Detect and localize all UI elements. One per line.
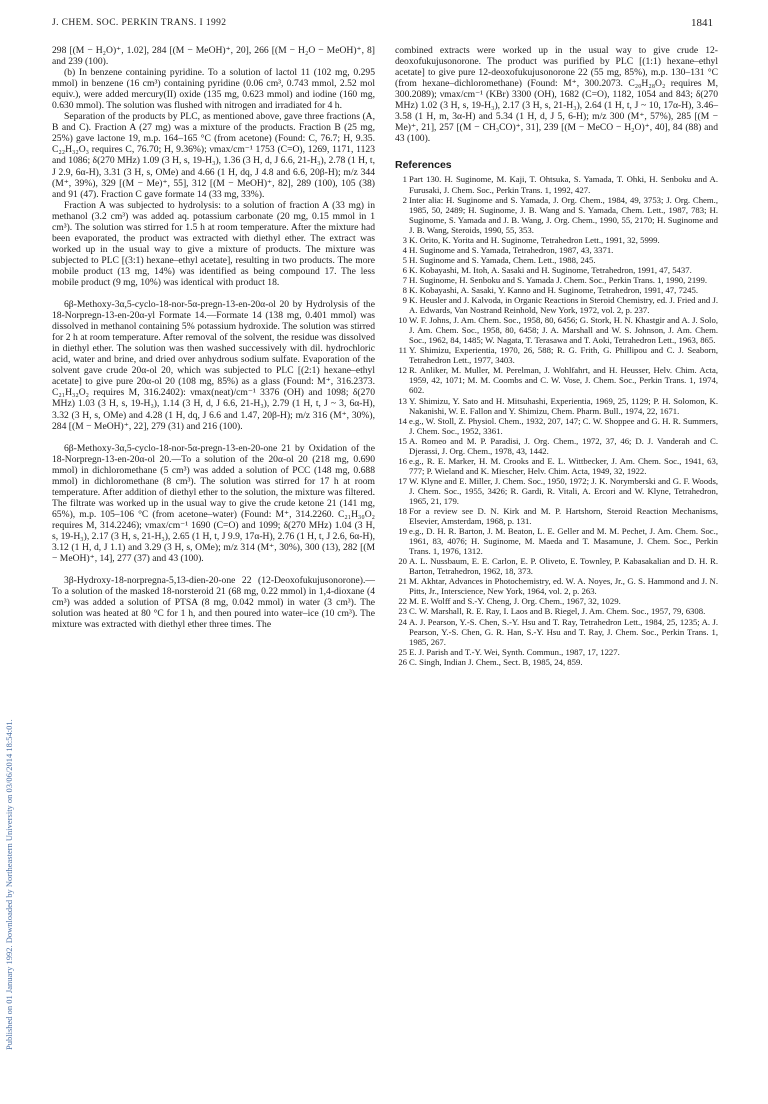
references-heading: References (395, 159, 452, 172)
reference-item (395, 295, 718, 315)
paragraph-separation: Separation of the products by PLC, as mentioned above, gave three fractions (A, B and C). Fraction A (27 mg) was a mixture of the products. Fraction B (25 mg, 25%) gave lactone 19, m.p. 164–165 °C (from acetone) (Found: C, 76.7; H, 9.35. C₂₂H₃₂O₃ requires C, 76.70; H, 9.36%); νmax/cm⁻¹ 1753 (C=O), 1269, 1171, 1123 and 1086; δ(270 MHz) 1.09 (3 H, s, 19-H₃), 1.36 (3 H, d, J 6.6, 21-H₃), 2.78 (1 H, t, J 2.9, 6α-H), 3.31 (3 H, s, OMe) and 4.66 (1 H, dq, J 4.8 and 6.6, 20β-H); m/z 344 (M⁺, 39%), 329 [(M − Me)⁺, 55], 312 [(M − MeOH)⁺, 82], 289 (100), 105 (38) and 91 (47). Fraction C gave formate 14 (33 mg, 33%). (52, 111, 375, 200)
reference-item (395, 526, 718, 556)
reference-text: e.g., R. E. Marker, H. M. Crooks and E. L. Wittbecker, J. Am. Chem. Soc., 1941, 63, 777; P. Wieland and K. Miescher, Helv. Chim. Acta, 1949, 32, 1922. (409, 455, 718, 476)
reference-text: A. Romeo and M. P. Paradisi, J. Org. Chem., 1972, 37, 46; D. J. Vanderah and C. Djerassi, J. Org. Chem., 1978, 43, 1442. (409, 435, 718, 456)
reference-number: 24 (398, 616, 407, 627)
reference-number: 22 (398, 596, 407, 607)
reference-text: W. F. Johns, J. Am. Chem. Soc., 1958, 80, 6456; G. Stork, H. N. Khastgir and A. J. Solo, J. Am. Chem. Soc., 1958, 80, 6458; J. A. Marshall and W. S. Johnson, J. Am. Chem. Soc., 1962, 84, 1485; W. Nagata, T. Terasawa and T. Aoki, Tetrahedron Lett., 1963, 865. (409, 315, 718, 346)
reference-number: 12 (398, 365, 407, 376)
reference-text: H. Suginome and S. Yamada, Tetrahedron, 1987, 43, 3371. (409, 244, 614, 255)
reference-number: 11 (398, 345, 407, 356)
reference-number: 18 (398, 506, 407, 517)
reference-number: 19 (398, 526, 407, 537)
paragraph-compound-20: 6β-Methoxy-3α,5-cyclo-18-nor-5α-pregn-13-en-20α-ol 20 by Hydrolysis of the 18-Norpregn-13-en-20α-yl Formate 14.—Formate 14 (138 mg, 0.401 mmol) was dissolved in methanol containing 5% potassium hydroxide. The solution was stirred for 2 h at room temperature. After removal of the solvent, the residue was dissolved in diethyl ether. The solution was then washed successively with dil. hydrochloric acid, water and brine, and dried over anhydrous sodium sulfate. Evaporation of the solvent gave crude 20α-ol 20, which was subjected to PLC [(2:1) hexane–ethyl acetate] to give pure 20α-ol 20 (108 mg, 85%) as a glass (Found: M⁺, 316.2373. C₂₁H₃₂O₂ requires M, 316.2402): νmax(neat)/cm⁻¹ 3376 (OH) and 1098; δ(270 MHz) 1.03 (3 H, s, 19-H₃), 1.14 (3 H, d, J 6.6, 21-H₃), 2.79 (1 H, t, J ~ 3, 6α-H), 3.32 (3 H, s, OMe) and 4.28 (1 H, dq, J 6.6 and 1.47, 20β-H); m/z 316 (M⁺, 30%), 284 [(M − MeOH)⁺, 22], 279 (31) and 216 (100). (52, 299, 375, 432)
reference-text: H. Suginome, H. Senboku and S. Yamada J. Chem. Soc., Perkin Trans. 1, 1990, 2199. (409, 274, 708, 285)
reference-number: 23 (398, 606, 407, 617)
reference-number: 14 (398, 415, 407, 426)
reference-number: 26 (398, 656, 407, 667)
reference-text: R. Anliker, M. Muller, M. Perelman, J. Wohlfahrt, and H. Heusser, Helv. Chim. Acta, 1959, 42, 1071; M. M. Coombs and C. W. Vose, J. Chem. Soc., Perkin Trans. 1, 1974, 602. (409, 365, 718, 396)
reference-number: 6 (402, 264, 407, 275)
download-watermark[interactable]: Published on 01 January 1992. Downloaded by Northeastern University on 03/06/2014 18:54:01. (4, 719, 14, 1050)
reference-number: 20 (398, 556, 407, 567)
reference-number: 13 (398, 395, 407, 406)
reference-item (395, 345, 718, 365)
paragraph-ms-fragment: 298 [(M − H₂O)⁺, 1.02], 284 [(M − MeOH)⁺, 20], 266 [(M − H₂O − MeOH)⁺, 8] and 239 (100). (52, 45, 375, 68)
reference-number: 10 (398, 315, 407, 326)
paragraph-compound-21: 6β-Methoxy-3α,5-cyclo-18-nor-5α-pregn-13-en-20-one 21 by Oxidation of the 18-Norpregn-13-en-20α-ol 20.—To a solution of the 20α-ol 20 (218 mg, 0.690 mmol) in dichloromethane (5 cm³) was added a solution of PCC (148 mg, 0.688 mmol) in dichloromethane (8 cm³). The solution was stirred for 17 h at room temperature. After addition of diethyl ether to the solution, the mixture was filtered. The filtrate was worked up in the usual way to give the crude ketone 21 (141 mg, 65%), m.p. 105–106 °C (from acetone–water) (Found: M⁺, 314.2260. C₂₁H₃₀O₂ requires M, 314.2246); νmax/cm⁻¹ 1690 (C=O) and 1099; δ(270 MHz) 1.04 (3 H, s, 19-H₃), 2.17 (3 H, s, 21-H₃), 2.65 (1 H, t, J 9.9, 17α-H), 2.76 (1 H, t, J 2.6, 6α-H), 3.12 (1 H, d, J 1.1) and 3.29 (3 H, s, OMe); m/z 314 (M⁺, 30%), 300 (13), 282 [(M − MeOH)⁺, 14], 277 (37) and 43 (100). (52, 442, 375, 565)
reference-item (395, 235, 718, 245)
reference-text: K. Kobayashi, A. Sasaki, Y. Kanno and H. Suginome, Tetrahedron, 1991, 47, 7245. (409, 284, 699, 295)
reference-item (395, 617, 718, 647)
reference-item (395, 195, 718, 235)
reference-number: 25 (398, 646, 407, 657)
reference-number: 1 (402, 174, 407, 185)
reference-number: 4 (402, 244, 407, 255)
reference-number: 3 (402, 234, 407, 245)
reference-number: 9 (402, 295, 407, 306)
reference-item (395, 245, 718, 255)
reference-text: Y. Shimizu, Y. Sato and H. Mitsuhashi, Experientia, 1969, 25, 1129; P. H. Solomon, K. Nakanishi, W. E. Fallon and Y. Shimizu, Chem. Pharm. Bull., 1974, 22, 1671. (409, 395, 718, 416)
reference-item (395, 436, 718, 456)
page-number: 1841 (691, 17, 713, 29)
reference-item (395, 647, 718, 657)
reference-number: 15 (398, 435, 407, 446)
reference-text: M. Akhtar, Advances in Photochemistry, ed. W. A. Noyes, Jr., G. S. Hammond and J. N. Pitts, Jr., Interscience, New York, 1964, vol. 2, p. 263. (409, 576, 718, 597)
reference-number: 21 (398, 576, 407, 587)
reference-item (395, 576, 718, 596)
reference-text: K. Orito, K. Yorita and H. Suginome, Tetrahedron Lett., 1991, 32, 5999. (409, 234, 660, 245)
reference-text: Part 130. H. Suginome, M. Kaji, T. Ohtsuka, S. Yamada, T. Ohki, H. Senboku and A. Furusaki, J. Chem. Soc., Perkin Trans. 1, 1992, 427. (409, 174, 718, 195)
paragraph-compound-22: 3β-Hydroxy-18-norpregna-5,13-dien-20-one 22 (12-Deoxofukujusonorone).—To a solution of the masked 18-norsteroid 21 (68 mg, 0.22 mmol) in 1,4-dioxane (4 cm³) was added a solution of PTSA (8 mg, 0.042 mmol) in water (3 cm³). The solution was heated at 80 °C for 1 h, and then poured into water–ice (10 cm³). The mixture was extracted with diethyl ether three times. The (52, 575, 375, 631)
reference-text: H. Suginome and S. Yamada, Chem. Lett., 1988, 245. (409, 254, 596, 265)
reference-number: 2 (402, 194, 407, 205)
running-header: J. CHEM. SOC. PERKIN TRANS. I 1992 (52, 18, 227, 28)
reference-text: Y. Shimizu, Experientia, 1970, 26, 588; R. G. Frith, G. Phillipou and C. J. Seaborn, Tetrahedron Lett., 1977, 3403. (409, 345, 718, 366)
reference-number: 7 (402, 274, 407, 285)
reference-text: C. Singh, Indian J. Chem., Sect. B, 1985, 24, 859. (409, 656, 583, 667)
reference-text: e.g., D. H. R. Barton, J. M. Beaton, L. E. Geller and M. M. Pechet, J. Am. Chem. Soc., 1961, 83, 4076; H. Suginome, M. Maeda and T. Masamune, J. Chem. Soc., Perkin Trans. 1, 1976, 1312. (409, 526, 718, 557)
reference-text: e.g., W. Stoll, Z. Physiol. Chem., 1932, 207, 147; C. W. Shoppee and G. H. R. Summers, J. Chem. Soc., 1952, 3361. (409, 415, 718, 436)
reference-item (395, 506, 718, 526)
right-column (395, 45, 718, 667)
reference-number: 5 (402, 254, 407, 265)
reference-text: Inter alia: H. Suginome and S. Yamada, J. Org. Chem., 1984, 49, 3753; J. Org. Chem., 1985, 50, 2489; H. Suginome, J. B. Wang and S. Yamada, Chem. Lett., 1987, 783; H. Suginome, S. Yamada and J. B. Wang, J. Org. Chem., 1990, 55, 2170; H. Suginome and J. B. Wang, Steroids, 1990, 55, 353. (409, 194, 718, 235)
reference-number: 17 (398, 475, 407, 486)
reference-item (395, 606, 718, 616)
reference-number: 8 (402, 284, 407, 295)
left-column (52, 45, 375, 630)
reference-item (395, 476, 718, 506)
paragraph-continuation: combined extracts were worked up in the usual way to give crude 12-deoxofukujusonorone. The product was purified by PLC [(1:1) hexane–ethyl acetate] to give pure 12-deoxofukujusonorone 22 (55 mg, 85%), m.p. 130–131 °C (from hexane–dichloromethane) (Found: M⁺, 300.2073. C₂₀H₂₈O₂ requires M, 300.2089); νmax/cm⁻¹ (KBr) 3300 (OH), 1682 (C=O), 1182, 1054 and 843; δ(270 MHz) 1.02 (3 H, s, 19-H₃), 2.17 (3 H, s, 21-H₃), 2.64 (1 H, t, J ~ 10, 17α-H), 3.46–3.58 (1 H, m, 3α-H) and 5.34 (1 H, d, J 5, 6-H); m/z 300 (M⁺, 57%), 285 [(M − Me)⁺, 21], 257 [(M − CH₃CO)⁺, 31], 239 [(M − MeCO − H₂O)⁺, 40], 84 (88) and 43 (100). (395, 45, 718, 145)
reference-item (395, 315, 718, 345)
reference-item (395, 456, 718, 476)
reference-text: A. L. Nussbaum, E. E. Carlon, E. P. Oliveto, E. Townley, P. Kabasakalian and D. H. R. Barton, Tetrahedron, 1962, 18, 373. (409, 556, 718, 577)
reference-text: M. E. Wolff and S.-Y. Cheng, J. Org. Chem., 1967, 32, 1029. (409, 596, 621, 607)
reference-text: K. Heusler and J. Kalvoda, in Organic Reactions in Steroid Chemistry, ed. J. Fried and J. A. Edwards, Van Nostrand Reinhold, New York, 1972, vol. 2, p. 237. (409, 295, 718, 316)
reference-item (395, 657, 718, 667)
reference-item (395, 285, 718, 295)
reference-text: E. J. Parish and T.-Y. Wei, Synth. Commun., 1987, 17, 1227. (409, 646, 620, 657)
reference-text: W. Klyne and E. Miller, J. Chem. Soc., 1950, 1972; J. K. Norymberski and G. F. Woods, J. Chem. Soc., 1955, 3426; R. Gardi, R. Vitali, A. Ercori and W. Klyne, Tetrahedron, 1965, 21, 179. (409, 475, 718, 506)
reference-item (395, 255, 718, 265)
reference-text: A. J. Pearson, Y.-S. Chen, S.-Y. Hsu and T. Ray, Tetrahedron Lett., 1984, 25, 1235; A. J. Pearson, Y.-S. Chen, G. R. Han, S.-Y. Hsu and T. Ray, J. Chem. Soc., Perkin Trans. 1, 1985, 267. (409, 616, 718, 647)
reference-item (395, 416, 718, 436)
reference-item (395, 174, 718, 194)
reference-item (395, 556, 718, 576)
reference-item (395, 275, 718, 285)
reference-text: K. Kobayashi, M. Itoh, A. Sasaki and H. Suginome, Tetrahedron, 1991, 47, 5437. (409, 264, 692, 275)
paragraph-benzene-pyridine: (b) In benzene containing pyridine. To a solution of lactol 11 (102 mg, 0.295 mmol) in benzene (16 cm³) containing pyridine (0.06 cm³, 0.743 mmol, 2.52 mol equiv.), were added mercury(II) oxide (135 mg, 0.623 mmol) and iodine (160 mg, 0.630 mmol). The solution was flushed with nitrogen and irradiated for 4 h. (52, 67, 375, 112)
reference-text: C. W. Marshall, R. E. Ray, I. Laos and B. Riegel, J. Am. Chem. Soc., 1957, 79, 6308. (409, 606, 706, 617)
reference-item (395, 365, 718, 395)
reference-item (395, 265, 718, 275)
reference-text: For a review see D. N. Kirk and M. P. Hartshorn, Steroid Reaction Mechanisms, Elsevier, Amsterdam, 1968, p. 131. (409, 506, 718, 527)
reference-number: 16 (398, 455, 407, 466)
reference-list (395, 174, 718, 666)
reference-item (395, 596, 718, 606)
paragraph-hydrolysis-fraction-a: Fraction A was subjected to hydrolysis: to a solution of fraction A (33 mg) in methanol (3.2 cm³) was added aq. potassium carbonate (20 mg, 0.15 mmol in 1 cm³). The solution was stirred for 1.5 h at room temperature. After the mixture had been evaporated, the product was extracted with diethyl ether. The extract was worked up in the usual way to give a mixture of products. The mixture was subjected to PLC [(3:1) hexane–ethyl acetate], resulting in two products. The more mobile product (13 mg, 14%) was identified as being compound 17. The less mobile product (9 mg, 10%) was identical with product 18. (52, 199, 375, 288)
reference-item (395, 396, 718, 416)
